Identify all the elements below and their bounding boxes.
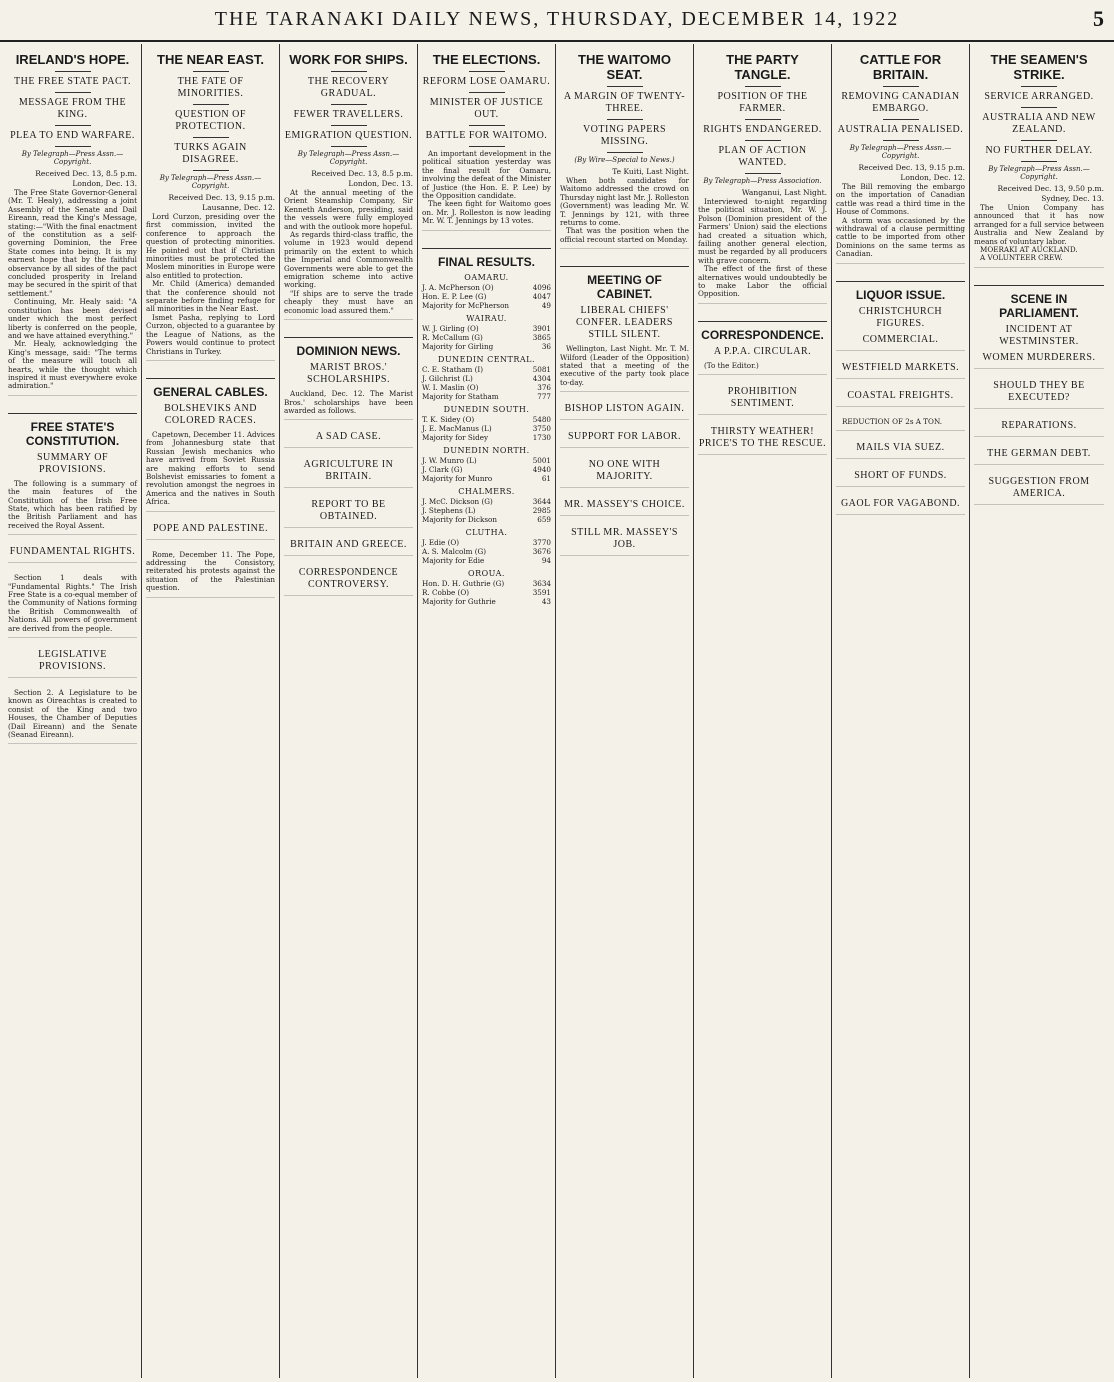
text-continuation bbox=[698, 454, 827, 462]
newspaper-columns bbox=[4, 44, 1110, 1378]
majority-value: 777 bbox=[537, 391, 551, 401]
section-subhead: GAOL FOR VAGABOND. bbox=[840, 498, 961, 510]
section-subhead: COMMERCIAL. bbox=[862, 333, 939, 345]
divider bbox=[607, 152, 643, 153]
text-continuation bbox=[836, 378, 965, 386]
text-continuation bbox=[836, 263, 965, 271]
vote-count: 3644 bbox=[532, 496, 551, 506]
section-subhead: MAILS VIA SUEZ. bbox=[856, 442, 945, 454]
result-row bbox=[422, 465, 551, 474]
article-headline: THE WAITOMO SEAT. bbox=[578, 52, 671, 82]
article-paragraph: "If ships are to serve the trade cheaply they must have an economic load assured them." bbox=[284, 288, 413, 315]
divider bbox=[193, 137, 229, 138]
text-continuation bbox=[698, 303, 827, 311]
majority-line bbox=[422, 597, 551, 606]
article-headline: THE ELECTIONS. bbox=[432, 52, 541, 67]
vote-count: 4096 bbox=[532, 282, 551, 292]
candidate-name: J. McC. Dickson (G) bbox=[422, 496, 493, 506]
electorate-name: DUNEDIN CENTRAL. bbox=[437, 354, 536, 364]
news-column bbox=[694, 44, 832, 1378]
masthead bbox=[0, 0, 1114, 42]
electorate-name: OAMARU. bbox=[464, 272, 509, 282]
article-paragraph: A VOLUNTEER CREW. bbox=[980, 253, 1063, 263]
article-byline: By Telegraph—Press Assn.—Copyright. bbox=[297, 150, 400, 166]
text-continuation bbox=[560, 487, 689, 495]
section-subhead: SUMMARY OF PROVISIONS. bbox=[36, 451, 109, 475]
article-subhead: MESSAGE FROM THE KING. bbox=[18, 97, 127, 120]
divider bbox=[193, 104, 229, 105]
article-dateline: Received Dec. 13, 9.15 p.m. bbox=[168, 193, 275, 202]
text-continuation bbox=[836, 458, 965, 466]
vote-count: 3901 bbox=[532, 323, 551, 333]
section-subhead: SUPPORT FOR LABOR. bbox=[568, 431, 681, 443]
vote-count: 4304 bbox=[532, 373, 551, 383]
article-subhead: RIGHTS ENDANGERED. bbox=[703, 124, 822, 135]
candidate-name: Hon. D. H. Guthrie (G) bbox=[422, 578, 505, 588]
article-subhead: VOTING PAPERS MISSING. bbox=[582, 124, 667, 147]
result-row bbox=[422, 506, 551, 515]
article-paragraph: At the annual meeting of the Orient Steamship Company, Sir Kenneth Anderson, presiding, said the vessels were fully employed and with the outlook more hopeful. bbox=[284, 188, 413, 231]
divider bbox=[1021, 161, 1057, 162]
vote-count: 5001 bbox=[532, 455, 551, 465]
results-table bbox=[422, 456, 551, 474]
article-headline: THE PARTY TANGLE. bbox=[726, 52, 799, 82]
article-subhead: A MARGIN OF TWENTY-THREE. bbox=[563, 91, 686, 114]
text-continuation bbox=[974, 267, 1104, 275]
electorate-name: CLUTHA. bbox=[465, 527, 508, 537]
majority-value: 61 bbox=[541, 473, 551, 483]
divider bbox=[607, 86, 643, 87]
result-row bbox=[422, 415, 551, 424]
article-paragraph: A storm was occasioned by the withdrawal of a clause permitting cattle to be imported from other Dominions on the same terms as Canadian. bbox=[836, 215, 965, 259]
result-row bbox=[422, 424, 551, 433]
text-continuation bbox=[284, 487, 413, 495]
results-table bbox=[422, 415, 551, 433]
section-headline: LIQUOR ISSUE. bbox=[836, 281, 965, 302]
text-continuation bbox=[836, 486, 965, 494]
result-row bbox=[422, 365, 551, 374]
article-place: Te Kuiti, Last Night. bbox=[612, 167, 689, 176]
text-continuation bbox=[836, 430, 965, 438]
text-continuation bbox=[836, 514, 965, 522]
news-column bbox=[970, 44, 1108, 1378]
vote-count: 376 bbox=[537, 382, 551, 392]
page-number: 5 bbox=[1093, 6, 1104, 31]
majority-value: 1730 bbox=[532, 432, 551, 442]
divider bbox=[331, 104, 367, 105]
result-row bbox=[422, 456, 551, 465]
article-subhead: FEWER TRAVELLERS. bbox=[293, 109, 404, 120]
candidate-name: J. Gilchrist (L) bbox=[422, 373, 473, 383]
majority-line bbox=[422, 433, 551, 442]
article-byline: By Telegraph—Press Assn.—Copyright. bbox=[21, 150, 124, 166]
section-subhead: STILL MR. MASSEY'S JOB. bbox=[571, 527, 678, 551]
vote-count: 5081 bbox=[532, 364, 551, 374]
majority-line bbox=[422, 342, 551, 351]
text-continuation bbox=[8, 534, 137, 542]
electorate-name: DUNEDIN SOUTH. bbox=[443, 404, 530, 414]
section-subhead: BISHOP LISTON AGAIN. bbox=[564, 403, 685, 415]
section-subhead: SHORT OF FUNDS. bbox=[854, 470, 947, 482]
text-continuation bbox=[284, 447, 413, 455]
candidate-name: W. I. Maslin (O) bbox=[422, 382, 479, 392]
article-place: London, Dec. 13. bbox=[348, 179, 413, 188]
majority-value: 43 bbox=[541, 596, 551, 606]
article-subhead: THE RECOVERY GRADUAL. bbox=[307, 76, 390, 99]
section-subhead: POPE AND PALESTINE. bbox=[153, 522, 268, 534]
text-continuation bbox=[284, 555, 413, 563]
section-subhead: PROHIBITION SENTIMENT. bbox=[727, 386, 798, 410]
section-headline: CORRESPONDENCE. bbox=[698, 321, 827, 342]
article-subhead: POSITION OF THE FARMER. bbox=[717, 91, 808, 114]
article-paragraph: Lord Curzon, presiding over the first commission, invited the conference to approach the question of protecting minorities. He pointed out that if Christian minorities must be protected the Moslem minorities in Europe were also entitled to protection. bbox=[146, 212, 275, 280]
result-row bbox=[422, 547, 551, 556]
article-paragraph: The Free State Governor-General (Mr. T. Healy), addressing a joint Assembly of the Senate and Dail Eireann, read the King's Message, stating:—"With the final enactment of the constitution as a self-governing Dominion, the Free State comes into being. It is my earnest hope that by the faithful observance by all sides of the pact concluded prosperity in Ireland may be secured in the spirit of that settlement." bbox=[8, 188, 137, 298]
article-paragraph: The Bill removing the embargo on the importation of Canadian cattle was read a third time in the House of Commons. bbox=[836, 182, 965, 217]
article-dateline: Received Dec. 13, 9.15 p.m. bbox=[858, 163, 965, 172]
text-continuation bbox=[836, 350, 965, 358]
news-column bbox=[556, 44, 694, 1378]
section-subhead: A P.P.A. CIRCULAR. bbox=[713, 345, 812, 357]
vote-count: 2985 bbox=[532, 505, 551, 515]
news-column bbox=[280, 44, 418, 1378]
section-subhead: AGRICULTURE IN BRITAIN. bbox=[303, 459, 394, 483]
article-paragraph: An important development in the political situation yesterday was the final result for Oamaru, involving the defeat of the Minister of Justice (the Hon. E. P. Lee) by the Opposition candidate. bbox=[422, 149, 551, 201]
result-row bbox=[422, 374, 551, 383]
article-byline: By Telegraph—Press Assn.—Copyright. bbox=[988, 165, 1090, 181]
newspaper-title: THE TARANAKI DAILY NEWS, THURSDAY, DECEMBER 14, 1922 bbox=[214, 8, 900, 30]
majority-label: Majority for Girling bbox=[422, 341, 494, 351]
section-paragraph: Rome, December 11. The Pope, addressing the Consistory, reiterated his protests against the situation of the Palestinian question. bbox=[146, 549, 275, 593]
article-subhead: TURKS AGAIN DISAGREE. bbox=[174, 142, 247, 165]
article-subhead: NO FURTHER DELAY. bbox=[985, 145, 1093, 156]
divider bbox=[883, 86, 919, 87]
divider bbox=[745, 86, 781, 87]
vote-count: 3750 bbox=[532, 423, 551, 433]
article-headline: THE NEAR EAST. bbox=[157, 52, 264, 67]
candidate-name: J. Stephens (L) bbox=[422, 505, 476, 515]
electorate-name: WAIRAU. bbox=[466, 313, 507, 323]
results-table bbox=[422, 538, 551, 556]
section-paragraph: The following is a summary of the main features of the Constitution of the Irish Free State, which has been ratified by the British Parliament and has received the Royal Assent. bbox=[8, 478, 137, 530]
text-continuation bbox=[560, 515, 689, 523]
majority-value: 49 bbox=[541, 300, 551, 310]
article-place: London, Dec. 13. bbox=[72, 179, 137, 188]
section-subhead: REPORT TO BE OBTAINED. bbox=[311, 499, 386, 523]
section-paragraph: REDUCTION OF 2s A TON. bbox=[842, 416, 943, 426]
text-continuation bbox=[836, 406, 965, 414]
results-table bbox=[422, 283, 551, 301]
majority-value: 659 bbox=[537, 514, 551, 524]
text-continuation bbox=[974, 504, 1104, 512]
result-row bbox=[422, 579, 551, 588]
article-dateline: Received Dec. 13, 8.5 p.m. bbox=[311, 169, 413, 178]
majority-label: Majority for Munro bbox=[422, 473, 493, 483]
text-continuation bbox=[974, 436, 1104, 444]
article-paragraph: Ismet Pasha, replying to Lord Curzon, objected to a guarantee by the League of Nations, as the Powers would continue to protect Christians in Turkey. bbox=[146, 312, 275, 356]
article-subhead: PLEA TO END WARFARE. bbox=[10, 130, 135, 141]
article-subhead: SERVICE ARRANGED. bbox=[984, 91, 1094, 102]
article-subhead: AUSTRALIA PENALISED. bbox=[837, 124, 964, 135]
candidate-name: J. Edie (O) bbox=[422, 537, 460, 547]
divider bbox=[745, 140, 781, 141]
article-place: London, Dec. 12. bbox=[900, 173, 965, 182]
section-subhead: LEGISLATIVE PROVISIONS. bbox=[38, 649, 107, 673]
article-dateline: Received Dec. 13, 9.50 p.m. bbox=[997, 184, 1104, 193]
majority-value: 94 bbox=[541, 555, 551, 565]
divider bbox=[193, 71, 229, 72]
text-continuation bbox=[146, 360, 275, 368]
article-dateline: Received Dec. 13, 8.5 p.m. bbox=[35, 169, 137, 178]
article-subhead: THE FREE STATE PACT. bbox=[14, 76, 131, 87]
news-column bbox=[832, 44, 970, 1378]
text-continuation bbox=[8, 395, 137, 403]
article-paragraph: The effect of the first of these alternatives would undoubtedly be to make Labor the official Opposition. bbox=[698, 264, 827, 299]
article-subhead: MINISTER OF JUSTICE OUT. bbox=[429, 97, 544, 120]
article-paragraph: Continuing, Mr. Healy said: "A constitution has been devised under which the most perfect liberty is conferred on the people, and we have attained everything." bbox=[8, 297, 137, 340]
divider bbox=[55, 71, 91, 72]
divider bbox=[55, 92, 91, 93]
section-paragraph: Auckland, Dec. 12. The Marist Bros.' scholarships have been awarded as follows. bbox=[284, 389, 413, 415]
majority-label: Majority for Statham bbox=[422, 391, 499, 401]
text-continuation bbox=[974, 368, 1104, 376]
article-byline: (By Wire—Special to News.) bbox=[574, 156, 675, 164]
news-column bbox=[418, 44, 556, 1378]
electorate-name: DUNEDIN NORTH. bbox=[443, 445, 530, 455]
results-table bbox=[422, 579, 551, 597]
divider bbox=[1021, 140, 1057, 141]
divider bbox=[1021, 86, 1057, 87]
result-row bbox=[422, 383, 551, 392]
majority-label: Majority for McPherson bbox=[422, 300, 510, 310]
candidate-name: J. W. Munro (L) bbox=[422, 455, 477, 465]
divider bbox=[883, 119, 919, 120]
text-continuation bbox=[284, 319, 413, 327]
candidate-name: W. J. Girling (O) bbox=[422, 323, 479, 333]
text-continuation bbox=[974, 464, 1104, 472]
text-continuation bbox=[560, 447, 689, 455]
section-paragraph: Section 2. A Legislature to be known as Oireachtas is created to consist of the King and two Houses, the Chamber of Deputies (Dail Eireann) and the Senate (Seanad Eireann). bbox=[8, 688, 137, 740]
result-row bbox=[422, 283, 551, 292]
text-continuation bbox=[8, 562, 137, 570]
majority-line bbox=[422, 556, 551, 565]
results-table bbox=[422, 324, 551, 342]
section-headline: SCENE IN PARLIAMENT. bbox=[974, 285, 1104, 320]
divider bbox=[883, 140, 919, 141]
text-continuation bbox=[560, 555, 689, 563]
section-subhead: THIRSTY WEATHER! PRICE'S TO THE RESCUE. bbox=[698, 426, 827, 450]
candidate-name: J. E. MacManus (L) bbox=[422, 423, 492, 433]
section-subhead: MARIST BROS.' SCHOLARSHIPS. bbox=[307, 362, 390, 386]
vote-count: 3676 bbox=[532, 546, 551, 556]
candidate-name: R. McCallum (G) bbox=[422, 332, 483, 342]
majority-label: Majority for Sidey bbox=[422, 432, 489, 442]
electorate-name: CHALMERS. bbox=[458, 486, 515, 496]
divider bbox=[193, 170, 229, 171]
section-subhead: BRITAIN AND GREECE. bbox=[290, 539, 407, 551]
article-paragraph: Mr. Healy, acknowledging the King's message, said: "The terms of the measure will touch all hearts, while the thought which inspired it must everywhere evoke admiration." bbox=[8, 339, 137, 391]
article-paragraph: Mr. Child (America) demanded that the conference should not separate before finding refuge for all minorities in the Near East. bbox=[146, 279, 275, 314]
text-continuation bbox=[560, 391, 689, 399]
vote-count: 3591 bbox=[532, 587, 551, 597]
result-row bbox=[422, 497, 551, 506]
section-subhead: WESTFIELD MARKETS. bbox=[841, 361, 960, 373]
candidate-name: T. K. Sidey (O) bbox=[422, 414, 475, 424]
results-table bbox=[422, 365, 551, 392]
candidate-name: Hon. E. P. Lee (G) bbox=[422, 291, 487, 301]
article-paragraph: That was the position when the official recount started on Monday. bbox=[560, 226, 689, 244]
divider bbox=[469, 71, 505, 72]
divider bbox=[745, 173, 781, 174]
result-row bbox=[422, 324, 551, 333]
divider bbox=[469, 146, 505, 147]
section-subhead: INCIDENT AT WESTMINSTER. bbox=[999, 323, 1079, 347]
text-continuation bbox=[146, 597, 275, 605]
vote-count: 3770 bbox=[532, 537, 551, 547]
section-subhead: A SAD CASE. bbox=[315, 431, 382, 443]
result-row bbox=[422, 588, 551, 597]
text-continuation bbox=[422, 230, 551, 238]
section-subhead: BOLSHEVIKS AND COLORED RACES. bbox=[164, 402, 257, 426]
divider bbox=[1021, 107, 1057, 108]
article-place: Lausanne, Dec. 12. bbox=[202, 203, 275, 212]
article-subhead: REMOVING CANADIAN EMBARGO. bbox=[841, 91, 960, 114]
text-continuation bbox=[8, 677, 137, 685]
section-subhead: LIBERAL CHIEFS' CONFER. LEADERS STILL SILENT. bbox=[576, 305, 673, 341]
text-continuation bbox=[8, 743, 137, 751]
article-byline: By Telegraph—Press Assn.—Copyright. bbox=[849, 144, 952, 160]
result-row bbox=[422, 538, 551, 547]
text-continuation bbox=[974, 408, 1104, 416]
vote-count: 4047 bbox=[532, 291, 551, 301]
article-subhead: AUSTRALIA AND NEW ZEALAND. bbox=[982, 112, 1096, 135]
section-headline: DOMINION NEWS. bbox=[284, 337, 413, 358]
text-continuation bbox=[284, 595, 413, 603]
candidate-name: J. Clark (G) bbox=[422, 464, 463, 474]
article-place: Sydney, Dec. 13. bbox=[1041, 194, 1104, 203]
candidate-name: A. S. Malcolm (G) bbox=[422, 546, 487, 556]
divider bbox=[745, 119, 781, 120]
majority-value: 36 bbox=[541, 341, 551, 351]
vote-count: 5480 bbox=[532, 414, 551, 424]
divider bbox=[331, 146, 367, 147]
section-paragraph: Capetown, December 11. Advices from Johannesburg state that Russian Jewish mechanics who have arrived from Soviet Russia are making efforts to send Bolshevist emissaries to foment a revolution amongst the negroes in America and the natives in South Africa. bbox=[146, 429, 275, 507]
article-subhead: QUESTION OF PROTECTION. bbox=[175, 109, 246, 132]
section-paragraph: Section 1 deals with "Fundamental Rights." The Irish Free State is a co-equal member of the Community of Nations forming the British Commonwealth of Nations. All powers of government are derived from the people. bbox=[8, 573, 137, 633]
article-subhead: PLAN OF ACTION WANTED. bbox=[718, 145, 807, 168]
section-headline: MEETING OF CABINET. bbox=[560, 266, 689, 301]
results-table bbox=[422, 497, 551, 515]
article-paragraph: The Union Company has announced that it has now arranged for a full service between Australia and New Zealand by means of voluntary labor. bbox=[974, 203, 1104, 246]
section-subhead: FUNDAMENTAL RIGHTS. bbox=[9, 546, 136, 558]
text-continuation bbox=[284, 419, 413, 427]
vote-count: 4940 bbox=[532, 464, 551, 474]
candidate-name: R. Cobbe (O) bbox=[422, 587, 470, 597]
majority-line bbox=[422, 301, 551, 310]
majority-line bbox=[422, 474, 551, 483]
section-paragraph: (To the Editor.) bbox=[704, 360, 759, 370]
article-paragraph: Interviewed to-night regarding the political situation, Mr. W. J. Polson (Dominion president of the Farmers' Union) said the elections had created a situation which, failing another general election, must be regarded by all producers with grave concern. bbox=[698, 197, 827, 265]
text-continuation bbox=[146, 539, 275, 547]
text-continuation bbox=[698, 414, 827, 422]
text-continuation bbox=[560, 248, 689, 256]
text-continuation bbox=[560, 419, 689, 427]
section-subhead: COASTAL FREIGHTS. bbox=[847, 389, 954, 401]
article-headline: WORK FOR SHIPS. bbox=[289, 52, 408, 67]
majority-label: Majority for Dickson bbox=[422, 514, 497, 524]
divider bbox=[331, 71, 367, 72]
news-column bbox=[4, 44, 142, 1378]
section-subhead: SUGGESTION FROM AMERICA. bbox=[988, 475, 1090, 499]
text-continuation bbox=[146, 511, 275, 519]
article-place: Wanganui, Last Night. bbox=[741, 188, 827, 197]
divider bbox=[331, 125, 367, 126]
divider bbox=[607, 119, 643, 120]
article-subhead: EMIGRATION QUESTION. bbox=[284, 130, 413, 141]
divider bbox=[469, 125, 505, 126]
article-paragraph: When both candidates for Waitomo addressed the crowd on Thursday night last Mr. J. Rolleston (Government) was leading Mr. W. T. Jennings by 121, with three returns to come. bbox=[560, 176, 689, 228]
text-continuation bbox=[284, 527, 413, 535]
divider bbox=[469, 92, 505, 93]
result-row bbox=[422, 333, 551, 342]
section-subhead: NO ONE WITH MAJORITY. bbox=[588, 459, 661, 483]
section-subhead: REPARATIONS. bbox=[1001, 419, 1077, 431]
electorate-name: OROUA. bbox=[468, 568, 505, 578]
section-headline: FINAL RESULTS. bbox=[422, 248, 551, 269]
article-headline: IRELAND'S HOPE. bbox=[15, 52, 130, 67]
majority-line bbox=[422, 392, 551, 401]
section-subhead: SHOULD THEY BE EXECUTED? bbox=[993, 379, 1085, 403]
article-headline: THE SEAMEN'S STRIKE. bbox=[990, 52, 1088, 82]
candidate-name: C. E. Statham (I) bbox=[422, 364, 484, 374]
section-paragraph: Wellington, Last Night. Mr. T. M. Wilford (Leader of the Opposition) stated that a meeting of the executive of the party took place to-day. bbox=[560, 344, 689, 387]
section-headline: GENERAL CABLES. bbox=[146, 378, 275, 399]
section-subhead: WOMEN MURDERERS. bbox=[982, 351, 1096, 363]
article-paragraph: MOERAKI AT AUCKLAND. bbox=[980, 245, 1078, 255]
vote-count: 3634 bbox=[532, 578, 551, 588]
majority-label: Majority for Edie bbox=[422, 555, 485, 565]
section-subhead: CORRESPONDENCE CONTROVERSY. bbox=[298, 567, 399, 591]
article-paragraph: As regards third-class traffic, the volume in 1923 would depend primarily on the extent to which the Imperial and Commonwealth Governments were able to get the emigration scheme into active working. bbox=[284, 230, 413, 290]
vote-count: 3865 bbox=[532, 332, 551, 342]
result-row bbox=[422, 292, 551, 301]
divider bbox=[55, 125, 91, 126]
text-continuation bbox=[698, 374, 827, 382]
divider bbox=[55, 146, 91, 147]
news-column bbox=[142, 44, 280, 1378]
candidate-name: J. A. McPherson (O) bbox=[422, 282, 494, 292]
majority-line bbox=[422, 515, 551, 524]
article-subhead: THE FATE OF MINORITIES. bbox=[177, 76, 244, 99]
section-subhead: CHRISTCHURCH FIGURES. bbox=[858, 305, 943, 329]
article-byline: By Telegraph—Press Association. bbox=[703, 177, 822, 185]
section-subhead: MR. MASSEY'S CHOICE. bbox=[564, 499, 685, 511]
majority-label: Majority for Guthrie bbox=[422, 596, 496, 606]
section-subhead: THE GERMAN DEBT. bbox=[987, 447, 1091, 459]
text-continuation bbox=[8, 637, 137, 645]
section-headline: FREE STATE'S CONSTITUTION. bbox=[8, 413, 137, 448]
article-paragraph: The keen fight for Waitomo goes on. Mr. J. Rolleston is now leading Mr. W. T. Jennings by 13 votes. bbox=[422, 199, 551, 226]
article-subhead: REFORM LOSE OAMARU. bbox=[422, 76, 551, 87]
article-headline: CATTLE FOR BRITAIN. bbox=[859, 52, 942, 82]
article-subhead: BATTLE FOR WAITOMO. bbox=[425, 130, 548, 141]
article-byline: By Telegraph—Press Assn.—Copyright. bbox=[159, 174, 262, 190]
